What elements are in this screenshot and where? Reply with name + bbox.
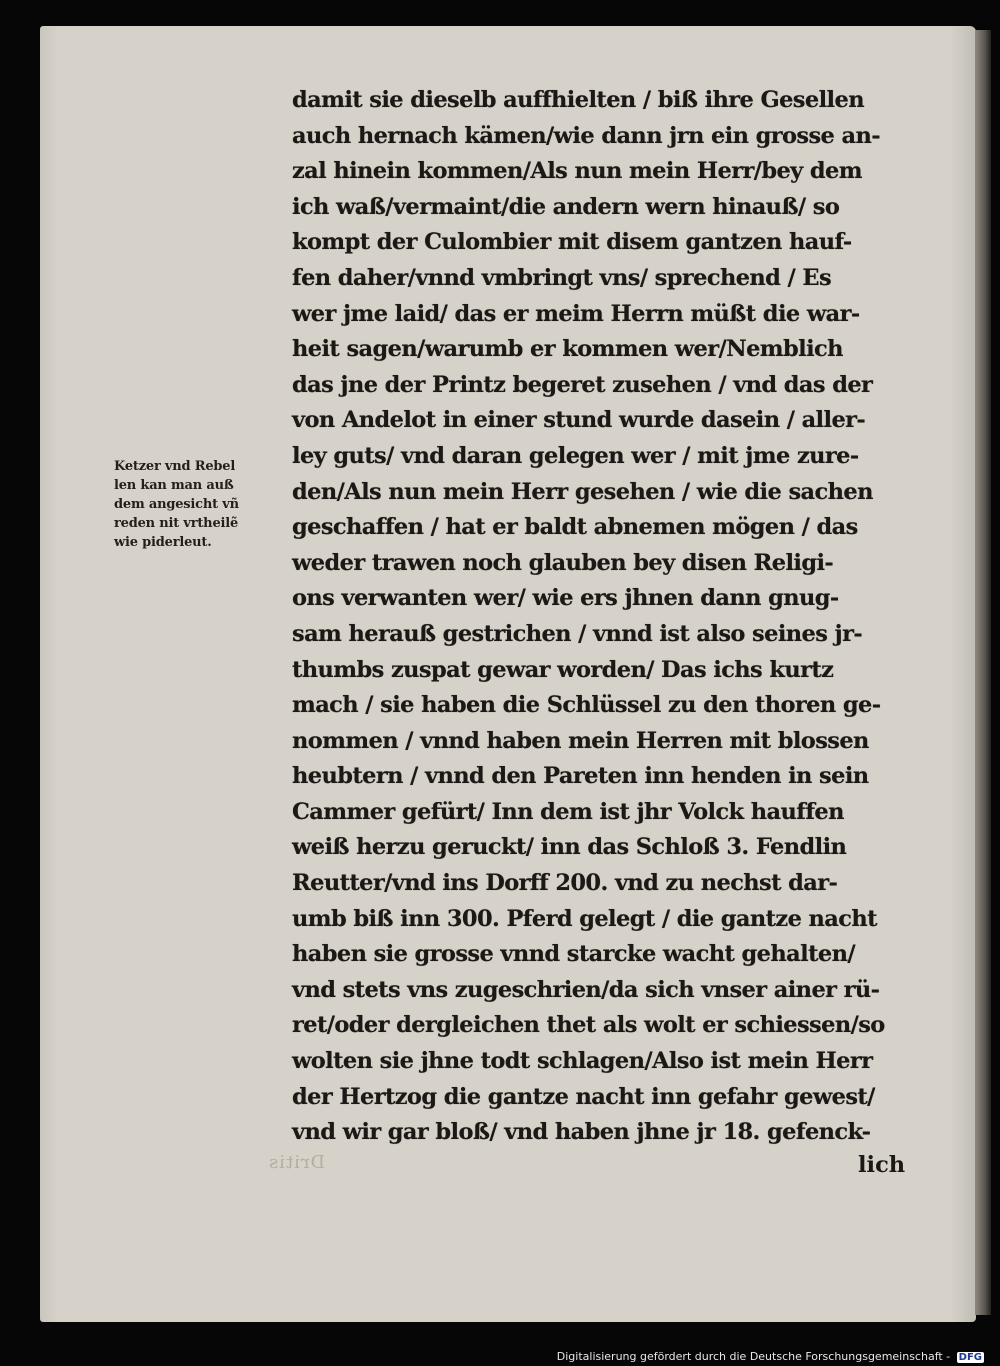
text-line: ret/oder dergleichen thet als wolt er schiessen/so — [292, 1012, 885, 1039]
text-line: auch hernach kämen/wie dann jrn ein grosse an- — [292, 122, 880, 149]
text-line: wer jme laid/ das er meim Herrn müßt die war- — [292, 300, 860, 327]
text-line: geschaffen / hat er baldt abnemen mögen / das — [292, 514, 858, 541]
footer-credit — [557, 1350, 984, 1363]
page-edge — [975, 30, 991, 1315]
text-line: ley guts/ vnd daran gelegen wer / mit jme zure- — [292, 442, 859, 469]
text-line: umb biß inn 300. Pferd gelegt / die gantze nacht — [292, 905, 877, 932]
text-line: mach / sie haben die Schlüssel zu den thoren ge- — [292, 692, 881, 719]
text-line: vnd stets vns zugeschrien/da sich vnser ainer rü- — [292, 976, 880, 1003]
text-line: vnd wir gar bloß/ vnd haben jhne jr 18. gefenck- — [292, 1119, 871, 1146]
text-line: der Hertzog die gantze nacht inn gefahr gewest/ — [292, 1083, 875, 1110]
text-line: weiß herzu geruckt/ inn das Schloß 3. Fendlin — [292, 834, 847, 861]
text-line: fen daher/vnnd vmbringt vns/ sprechend / Es — [292, 264, 832, 291]
text-line: Cammer gefürt/ Inn dem ist jhr Volck hauffen — [292, 798, 844, 825]
text-line: kompt der Culombier mit disem gantzen hauf- — [292, 229, 852, 256]
text-line: heit sagen/warumb er kommen wer/Nemblich — [292, 336, 843, 363]
text-line: sam herauß gestrichen / vnnd ist also seines jr- — [292, 620, 863, 647]
text-line: nommen / vnnd haben mein Herren mit blossen — [292, 727, 869, 754]
marginal-note-line: dem angesicht vñ — [114, 497, 239, 512]
bleed-through-text: Dritis — [268, 1152, 326, 1173]
marginal-note — [114, 457, 294, 552]
text-line: wolten sie jhne todt schlagen/Also ist mein Herr — [292, 1048, 873, 1075]
footer-text: Digitalisierung gefördert durch die Deutsche Forschungsgemeinschaft - — [556, 1350, 951, 1363]
text-line: Reutter/vnd ins Dorff 200. vnd zu nechst dar- — [292, 870, 838, 897]
dfg-logo-icon: DFG — [958, 1352, 982, 1363]
text-line: heubtern / vnnd den Pareten inn henden in sein — [292, 763, 869, 790]
marginal-note-line: reden nit vrtheilẽ — [114, 516, 239, 531]
text-line: von Andelot in einer stund wurde dasein / aller- — [292, 407, 866, 434]
text-line: weder trawen noch glauben bey disen Religi- — [292, 549, 834, 576]
text-line: damit sie dieselb auffhielten / biß ihre Gesellen — [292, 87, 864, 113]
marginal-note-line: wie piderleut. — [114, 535, 212, 550]
text-line: ons verwanten wer/ wie ers jhnen dann gnug- — [292, 585, 839, 612]
text-line: das jne der Printz begeret zusehen / vnd das der — [292, 371, 873, 398]
catchword: lich — [858, 1152, 906, 1178]
marginal-note-line: Ketzer vnd Rebel — [114, 459, 236, 474]
main-text-block — [292, 83, 932, 1151]
text-line: haben sie grosse vnnd starcke wacht gehalten/ — [292, 941, 855, 968]
text-line: zal hinein kommen/Als nun mein Herr/bey dem — [292, 158, 862, 185]
text-line: thumbs zuspat gewar worden/ Das ichs kurtz — [292, 656, 834, 683]
text-line: den/Als nun mein Herr gesehen / wie die sachen — [292, 478, 873, 505]
text-line: ich waß/vermaint/die andern wern hinauß/ so — [292, 193, 840, 220]
marginal-note-line: len kan man auß — [114, 478, 234, 493]
